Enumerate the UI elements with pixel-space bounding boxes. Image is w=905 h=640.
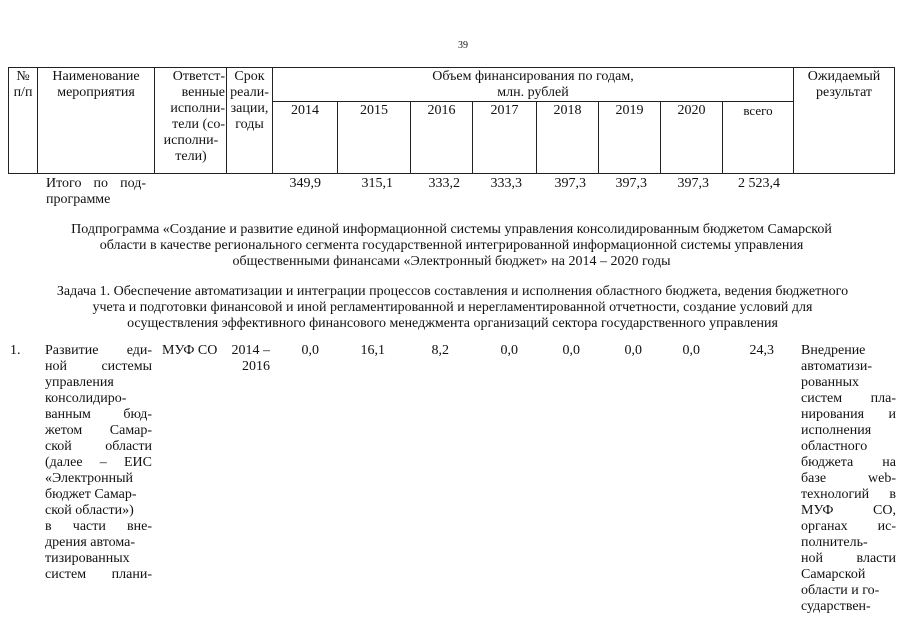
- row1-name-line: консолидиро-: [45, 391, 127, 406]
- funding-title-2: млн. рублей: [497, 85, 569, 100]
- subprogram-title-line: общественными финансами «Электронный бюджет» на 2014 – 2020 годы: [232, 254, 671, 269]
- row1-2016: 8,2: [431, 343, 449, 358]
- subprogram-title-line: Подпрограмма «Создание и развитие единой информационной системы управления консолидированным бюджетом Самарской: [71, 222, 832, 237]
- row1-name-line: ской области»): [45, 503, 134, 518]
- header-responsible-line: тели): [175, 149, 207, 164]
- row1-result: [801, 343, 896, 615]
- row1-name: [45, 343, 152, 583]
- row1-result-line: органах ис-: [801, 519, 896, 534]
- header-top-border: [8, 67, 895, 68]
- year-2015: 2015: [360, 103, 388, 118]
- row1-term-line: 2016: [242, 359, 270, 374]
- row1-2018: 0,0: [562, 343, 580, 358]
- row1-name-line: в части вне-: [45, 519, 152, 534]
- header-term-line: зации,: [230, 101, 269, 116]
- header-term-line: реали-: [230, 85, 269, 100]
- row1-2015: 16,1: [360, 343, 385, 358]
- task-title-line: осуществления эффективного финансового менеджмента организаций сектора государственного управления: [127, 316, 778, 331]
- year-2019: 2019: [615, 103, 644, 118]
- row1-name-line: ной системы: [45, 359, 152, 374]
- header-term-line: Срок: [234, 69, 265, 84]
- year-2016: 2016: [427, 103, 456, 118]
- row1-name-line: (далее – ЕИС: [45, 455, 152, 470]
- row1-term-line: 2014 –: [231, 343, 270, 358]
- row1-name-line: бюджет Самар-: [45, 487, 137, 502]
- total-2014: 349,9: [289, 176, 321, 191]
- row1-result-line: технологий в: [801, 487, 896, 502]
- year-2014: 2014: [291, 103, 319, 118]
- task-title-line: учета и подготовки финансовой и иной регламентированной и нерегламентированной отчетности, создание условий для: [92, 300, 813, 315]
- header-responsible-line: венные: [181, 85, 225, 100]
- header-result-1: Ожидаемый: [807, 69, 881, 84]
- total-2020: 397,3: [677, 176, 709, 191]
- row1-result-line: областного: [801, 439, 868, 454]
- row1-result-line: исполнения: [801, 423, 872, 438]
- header-result-2: результат: [815, 85, 873, 100]
- row1-name-line: тизированных: [45, 551, 130, 566]
- row1-result-line: рованных: [801, 375, 860, 390]
- row1-2014: 0,0: [301, 343, 319, 358]
- row1-result-line: Самарской: [801, 567, 866, 582]
- row1-name-line: дрения автома-: [45, 535, 136, 550]
- row1-result-line: систем пла-: [801, 391, 896, 406]
- row1-name-line: ской области: [45, 439, 152, 454]
- row1-name-line: систем плани-: [45, 567, 152, 582]
- task-title-line: Задача 1. Обеспечение автоматизации и интеграции процессов составления и исполнения областного бюджета, ведения бюджетного: [56, 284, 849, 299]
- row1-result-line: ной власти: [801, 551, 896, 566]
- row1-name-line: управления: [45, 375, 114, 390]
- row1-2019: 0,0: [624, 343, 642, 358]
- row1-result-line: бюджета на: [801, 455, 896, 470]
- row1-name-line: ванным бюд-: [45, 407, 152, 422]
- total-2019: 397,3: [615, 176, 647, 191]
- row1-result-line: области и го-: [801, 583, 880, 598]
- row1-2020: 0,0: [682, 343, 700, 358]
- years-row-border: [272, 101, 793, 102]
- subprogram-title-line: области в качестве регионального сегмента государственной интегрированной информационной системы управления: [99, 238, 804, 253]
- year-2020: 2020: [677, 103, 706, 118]
- funding-title-1: Объем финансирования по годам,: [432, 69, 634, 84]
- header-responsible-line: исполни-: [163, 133, 219, 148]
- row1-term: [227, 343, 270, 375]
- total-all: 2 523,4: [738, 176, 780, 191]
- row1-name-line: «Электронный: [45, 471, 134, 486]
- header-responsible-line: тели (со-: [172, 117, 225, 132]
- row1-result-line: сударствен-: [801, 599, 871, 614]
- header-num-1: №: [16, 69, 30, 84]
- total-2016: 333,2: [428, 176, 460, 191]
- header-responsible-line: исполни-: [170, 101, 225, 116]
- year-2017: 2017: [490, 103, 519, 118]
- row1-result-line: полнитель-: [801, 535, 868, 550]
- header-term-line: годы: [235, 117, 264, 132]
- row1-result-line: нирования и: [801, 407, 896, 422]
- year-total: всего: [743, 103, 773, 118]
- col-divider: [894, 67, 895, 174]
- total-2017: 333,3: [490, 176, 522, 191]
- header-bottom-border: [8, 173, 895, 174]
- page-number: 39: [458, 40, 468, 51]
- header-name-1: Наименование: [52, 69, 140, 84]
- row1-responsible: МУФ СО: [162, 343, 218, 358]
- total-2015: 315,1: [361, 176, 393, 191]
- header-name-2: мероприятия: [57, 85, 135, 100]
- row1-result-line: МУФ СО,: [801, 503, 896, 518]
- header-term: [227, 69, 272, 133]
- total-label-2: программе: [46, 192, 111, 207]
- total-2018: 397,3: [554, 176, 586, 191]
- row1-result-line: Внедрение: [801, 343, 866, 358]
- row1-name-line: жетом Самар-: [45, 423, 152, 438]
- row1-number: 1.: [10, 343, 21, 358]
- row1-total: 24,3: [749, 343, 774, 358]
- header-responsible: [157, 69, 225, 165]
- header-responsible-line: Ответст-: [172, 69, 225, 84]
- year-2018: 2018: [553, 103, 582, 118]
- row1-result-line: базе web-: [801, 471, 896, 486]
- row1-result-line: автоматизи-: [801, 359, 873, 374]
- row1-name-line: Развитие еди-: [45, 343, 152, 358]
- subprogram-title: [8, 222, 895, 270]
- header-num-2: п/п: [13, 85, 33, 100]
- col-divider: [154, 67, 155, 174]
- total-label-1: Итого по под-: [46, 176, 146, 191]
- task-title: [4, 284, 901, 332]
- row1-2017: 0,0: [500, 343, 518, 358]
